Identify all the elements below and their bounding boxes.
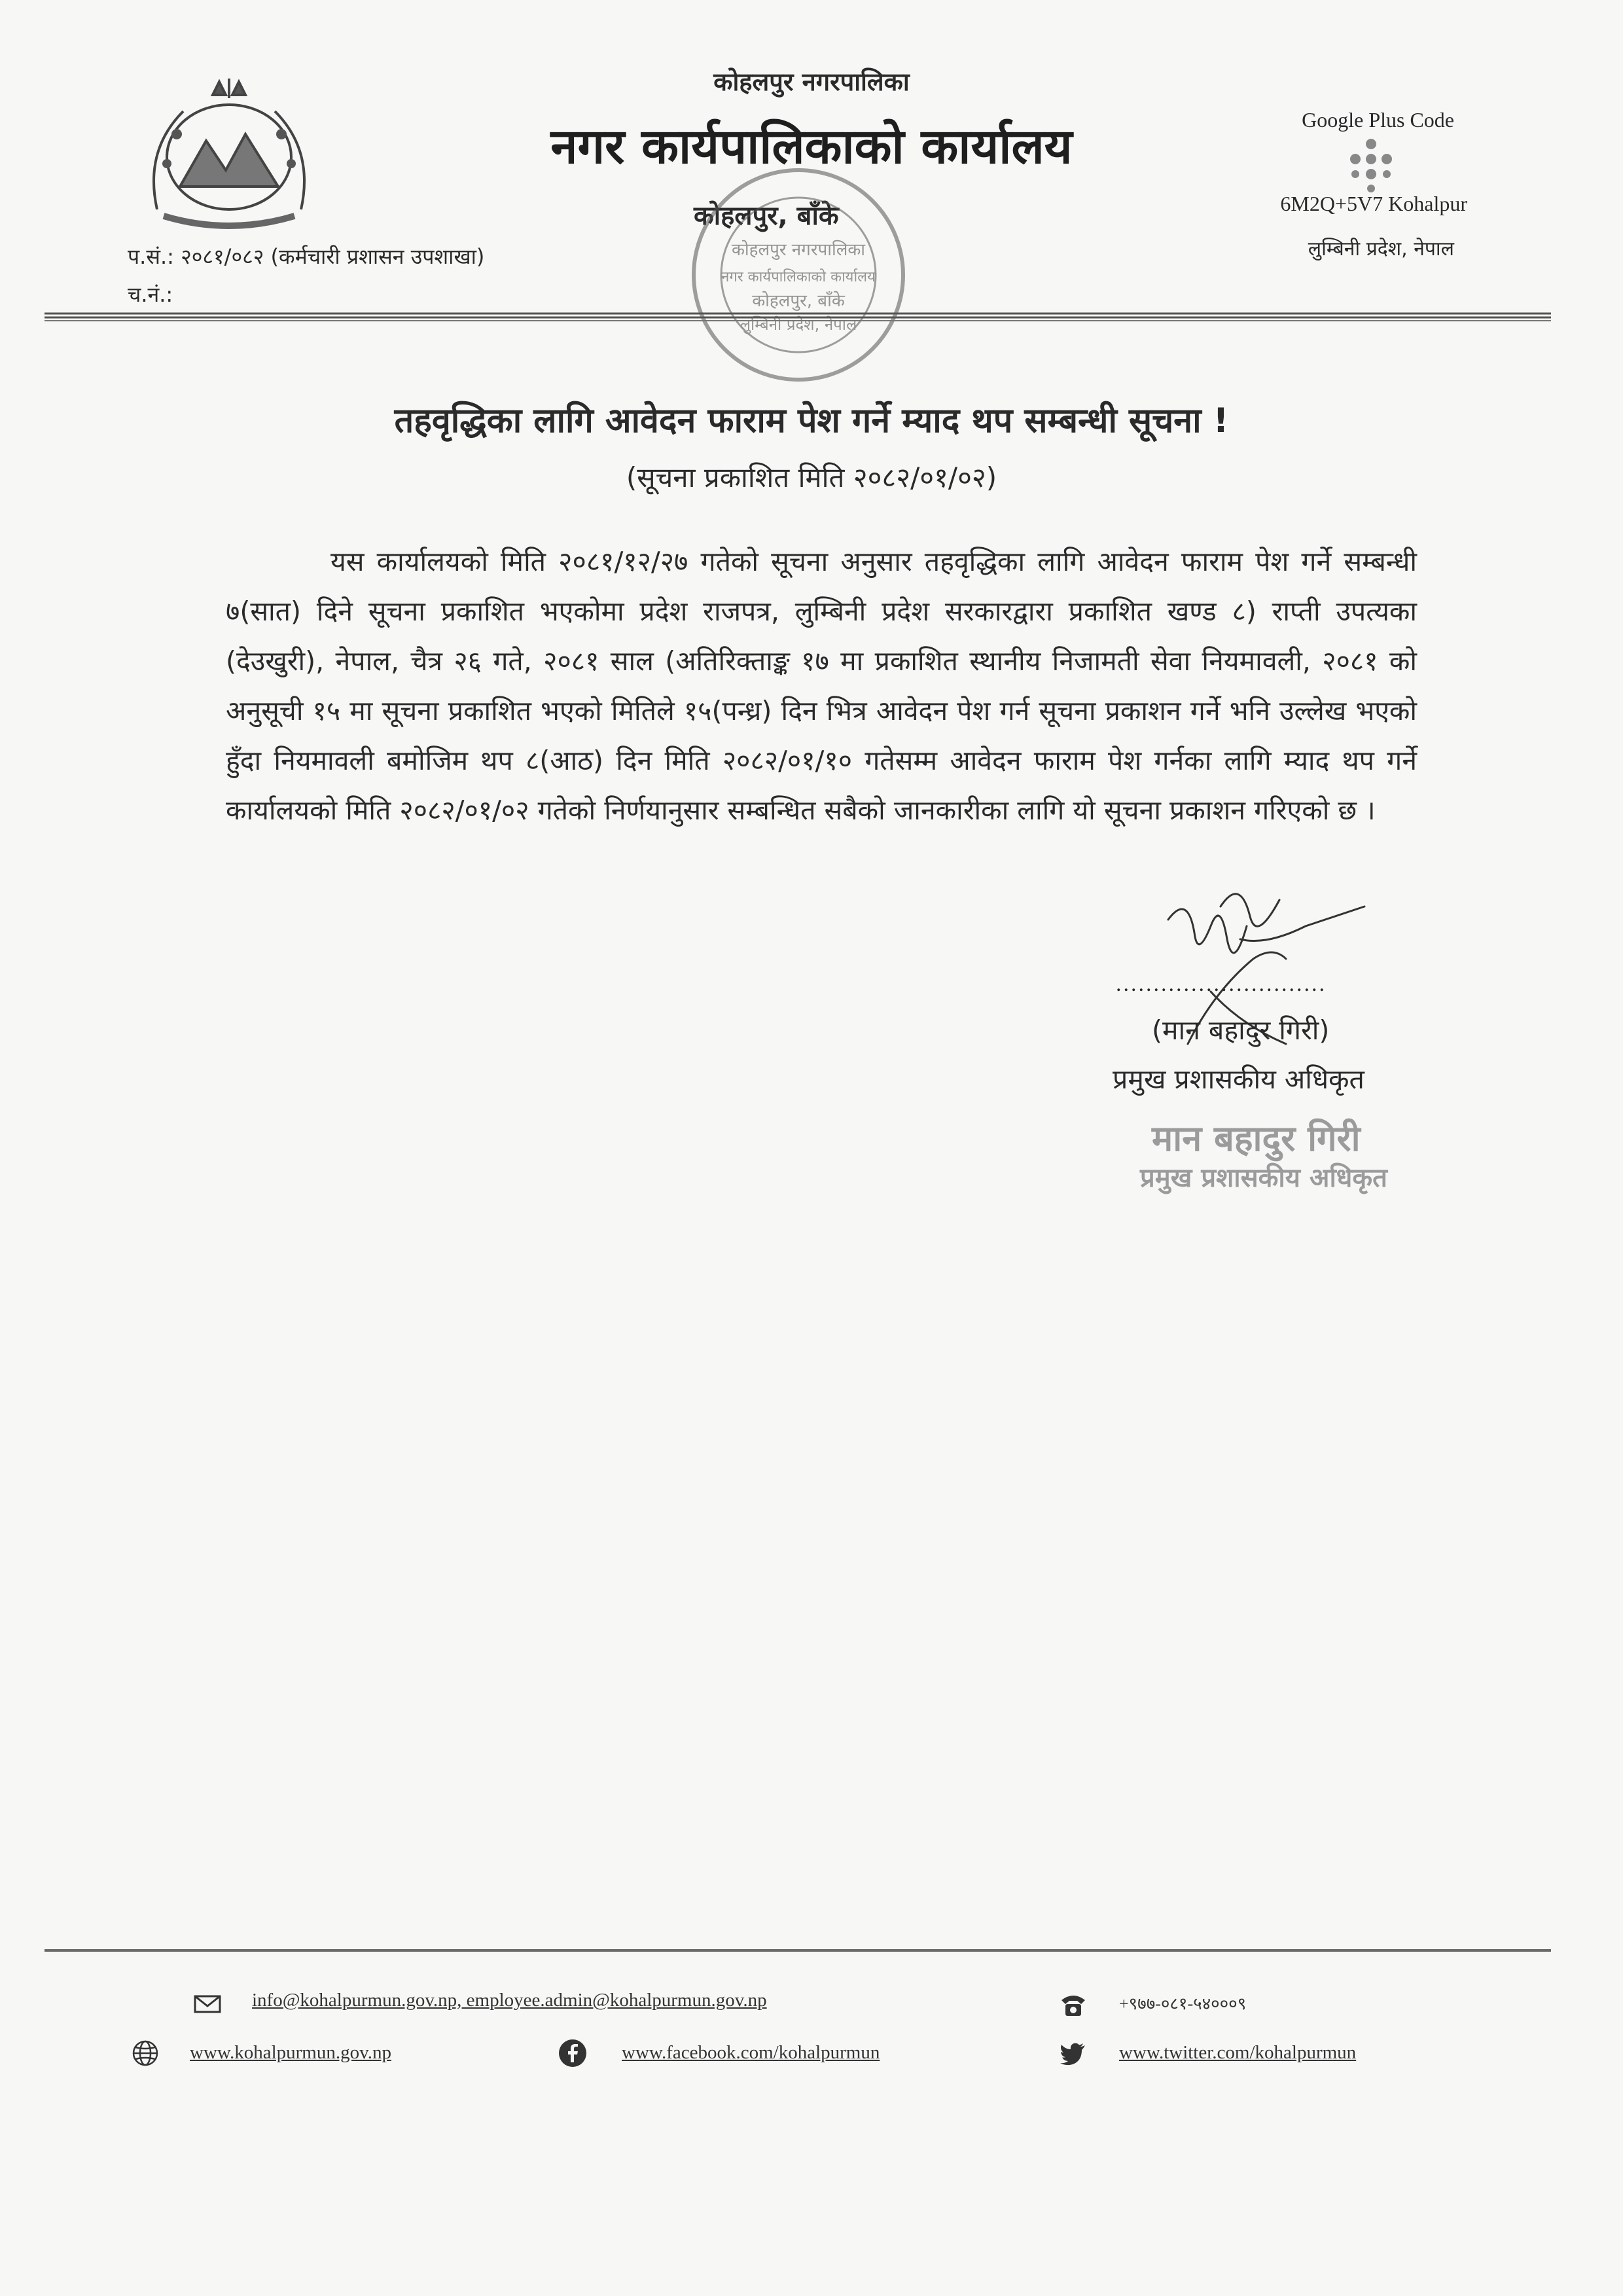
signatory-name: (मान बहादुर गिरी) xyxy=(1152,1014,1330,1046)
notice-body: यस कार्यालयको मिति २०८१/१२/२७ गतेको सूचना अनुसार तहवृद्धिका लागि आवेदन फाराम पेश गर्ने सम्बन्धी ७(सात) दिने सूचना प्रकाशित भएकोमा प्रदेश राजपत्र, लुम्बिनी प्रदेश सरकारद्वारा प्रकाशित खण्ड ८) राप्ती उपत्यका (देउखुरी), नेपाल, चैत्र २६ गते, २०८१ साल (अतिरिक्ताङ्क १७ मा प्रकाशित स्थानीय निजामती सेवा नियमावली, २०८१ को अनुसूची १५ मा सूचना प्रकाशित भएको मितिले १५(पन्ध्र) दिन भित्र आवेदन पेश गर्न सूचना प्रकाशन गर्ने भनि उल्लेख भएको हुँदा नियमावली बमोजिम थप ८(आठ) दिन मिति २०८२/०१/१० गतेसम्म आवेदन फाराम पेश गर्नका लागि म्याद थप गर्ने कार्यालयको मिति २०८२/०१/०२ गतेको निर्णयानुसार सम्बन्धित सबैको जानकारीका लागि यो सूचना प्रकाशन गरिएको छ । xyxy=(226,546,1417,826)
website-link[interactable]: www.kohalpurmun.gov.np xyxy=(190,2042,391,2063)
footer-divider xyxy=(45,1949,1551,1952)
plus-code: 6M2Q+5V7 Kohalpur xyxy=(1280,192,1467,215)
notice-title: तहवृद्धिका लागि आवेदन फाराम पेश गर्ने म्याद थप सम्बन्धी सूचना ! xyxy=(394,401,1229,440)
facebook-link[interactable]: www.facebook.com/kohalpurmun xyxy=(622,2042,880,2063)
facebook-icon xyxy=(558,2039,587,2068)
envelope-icon xyxy=(193,1990,222,2018)
seal-line-3: कोहलपुर, बाँके xyxy=(752,291,845,311)
office-address: कोहलपुर, बाँके xyxy=(694,201,839,231)
office-name: नगर कार्यपालिकाको कार्यालय xyxy=(550,118,1073,175)
seal-line-4: लुम्बिनी प्रदेश, नेपाल xyxy=(740,315,857,334)
telephone-icon xyxy=(1059,1990,1088,2018)
seal-line-2: नगर कार्यपालिकाको कार्यालय xyxy=(721,269,876,285)
reference-number: प.सं.: २०८१/०८२ (कर्मचारी प्रशासन उपशाखा) xyxy=(128,244,485,269)
signatory-title: प्रमुख प्रशासकीय अधिकृत xyxy=(1113,1064,1364,1095)
header-divider xyxy=(45,312,1551,322)
phone-number: +९७७-०८१-५४०००९ xyxy=(1119,1994,1247,2013)
signature-line: ............................ xyxy=(1116,972,1327,996)
name-stamp: मान बहादुर गिरी xyxy=(1152,1118,1361,1159)
twitter-link[interactable]: www.twitter.com/kohalpurmun xyxy=(1119,2042,1357,2063)
plus-code-dots-icon xyxy=(1345,137,1397,193)
plus-code-title: Google Plus Code xyxy=(1302,108,1454,132)
twitter-icon xyxy=(1059,2039,1088,2068)
office-seal xyxy=(681,157,916,393)
dispatch-number: च.नं.: xyxy=(128,282,173,307)
email-link[interactable]: info@kohalpurmun.gov.np, employee.admin@kohalpurmun.gov.np xyxy=(252,1990,767,2011)
seal-line-1: कोहलपुर नगरपालिका xyxy=(731,240,866,260)
municipality-name: कोहलपुर नगरपालिका xyxy=(713,67,910,96)
plus-code-region: लुम्बिनी प्रदेश, नेपाल xyxy=(1308,238,1454,260)
title-stamp: प्रमुख प्रशासकीय अधिकृत xyxy=(1140,1163,1387,1193)
globe-icon xyxy=(131,2039,160,2068)
publish-date: (सूचना प्रकाशित मिति २०८२/०१/०२) xyxy=(626,461,997,493)
